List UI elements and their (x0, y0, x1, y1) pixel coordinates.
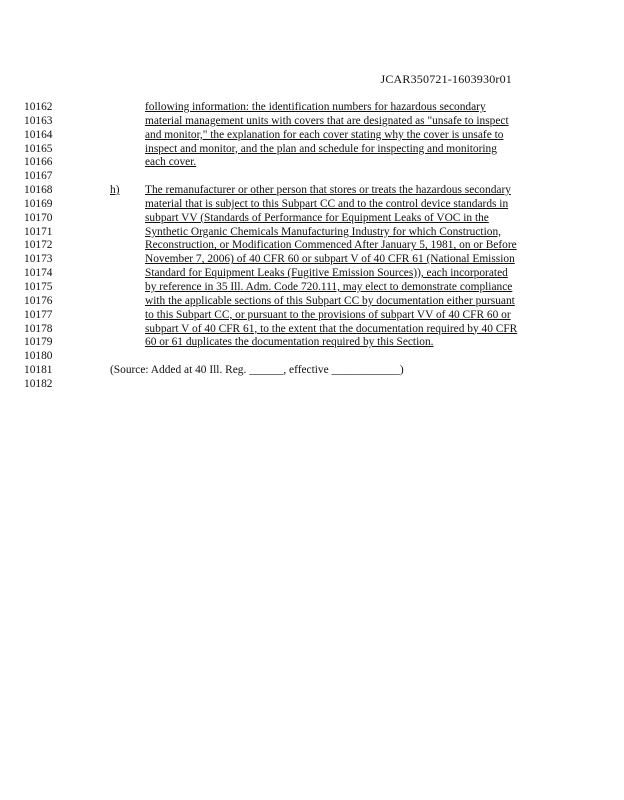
line-number: 10169 (24, 197, 53, 210)
line-text: material management units with covers that are designated as "unsafe to inspect (145, 114, 509, 127)
line-text: by reference in 35 Ill. Adm. Code 720.111, may elect to demonstrate compliance (145, 280, 513, 293)
document-id-header: JCAR350721-1603930r01 (380, 72, 512, 86)
line-number: 10177 (24, 308, 53, 321)
line-10166 (0, 156, 624, 170)
source-note: (Source: Added at 40 Ill. Reg. ______, effective ____________) (110, 364, 404, 377)
line-text: 60 or 61 duplicates the documentation required by this Section. (145, 336, 434, 349)
line-text: The remanufacturer or other person that stores or treats the hazardous secondary (145, 184, 511, 197)
line-text: Synthetic Organic Chemicals Manufacturing Industry for which Construction, (145, 225, 501, 238)
line-10165 (0, 143, 624, 157)
line-10167 (0, 170, 624, 184)
line-text: Reconstruction, or Modification Commenced After January 5, 1981, on or Before (145, 239, 517, 252)
line-10162 (0, 101, 624, 115)
line-number: 10168 (24, 184, 53, 197)
line-number: 10178 (24, 322, 53, 335)
line-10171 (0, 226, 624, 240)
line-text: subpart VV (Standards of Performance for Equipment Leaks of VOC in the (145, 211, 489, 224)
line-number: 10173 (24, 253, 53, 266)
line-10164 (0, 129, 624, 143)
line-text: Standard for Equipment Leaks (Fugitive Emission Sources)), each incorporated (145, 267, 508, 280)
line-10180 (0, 350, 624, 364)
line-number: 10171 (24, 225, 53, 238)
line-number: 10181 (24, 364, 53, 377)
line-number: 10179 (24, 336, 53, 349)
line-10163 (0, 115, 624, 129)
line-10176 (0, 295, 624, 309)
line-number: 10180 (24, 350, 53, 363)
line-text: inspect and monitor, and the plan and schedule for inspecting and monitoring (145, 142, 497, 155)
line-number: 10163 (24, 114, 53, 127)
line-10170 (0, 212, 624, 226)
line-number: 10167 (24, 170, 53, 183)
line-number: 10176 (24, 294, 53, 307)
line-number: 10165 (24, 142, 53, 155)
line-number: 10166 (24, 156, 53, 169)
line-number: 10172 (24, 239, 53, 252)
line-text: with the applicable sections of this Subpart CC by documentation either pursuant (145, 294, 515, 307)
line-10182 (0, 378, 624, 392)
line-10169 (0, 198, 624, 212)
line-10179 (0, 336, 624, 350)
line-text: each cover. (145, 156, 197, 169)
line-text: subpart V of 40 CFR 61, to the extent that the documentation required by 40 CFR (145, 322, 518, 335)
line-10177 (0, 309, 624, 323)
document-body (0, 101, 624, 392)
line-number: 10182 (24, 377, 53, 390)
line-10175 (0, 281, 624, 295)
line-10168 (0, 184, 624, 198)
line-10181 (0, 364, 624, 378)
line-text: to this Subpart CC, or pursuant to the provisions of subpart VV of 40 CFR 60 or (145, 308, 511, 321)
line-10173 (0, 253, 624, 267)
subsection-marker: h) (110, 184, 120, 197)
line-text: and monitor," the explanation for each cover stating why the cover is unsafe to (145, 128, 504, 141)
line-10178 (0, 323, 624, 337)
line-text: material that is subject to this Subpart CC and to the control device standards in (145, 197, 509, 210)
line-10172 (0, 239, 624, 253)
line-text: following information: the identification numbers for hazardous secondary (145, 101, 486, 113)
line-10174 (0, 267, 624, 281)
line-number: 10174 (24, 267, 53, 280)
line-text: November 7, 2006) of 40 CFR 60 or subpart V of 40 CFR 61 (National Emission (145, 253, 515, 266)
line-number: 10162 (24, 101, 53, 113)
line-number: 10164 (24, 128, 53, 141)
line-number: 10175 (24, 280, 53, 293)
line-number: 10170 (24, 211, 53, 224)
